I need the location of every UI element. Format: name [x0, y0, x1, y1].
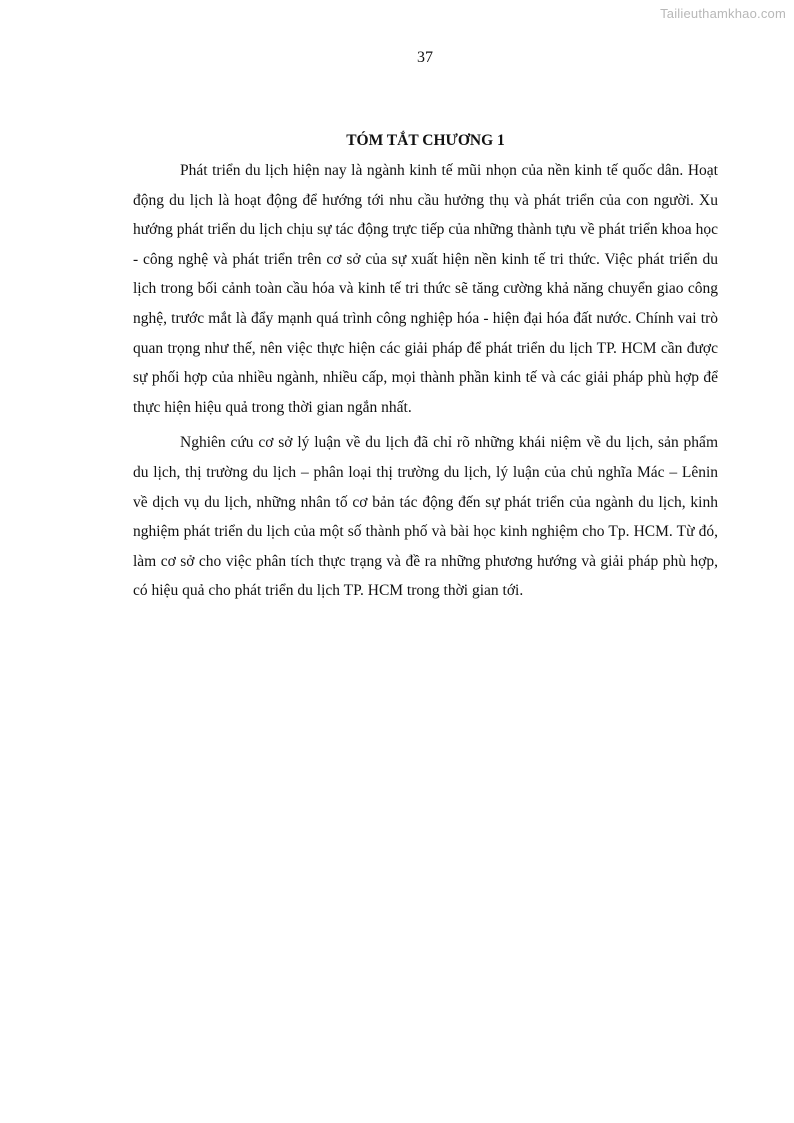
paragraph: Nghiên cứu cơ sở lý luận về du lịch đã chỉ rõ những khái niệm về du lịch, sản phẩm du lịch, thị trường du lịch – phân loại thị trường du lịch, lý luận của chủ nghĩa Mác – Lênin về dịch vụ du lịch, những nhân tố cơ bản tác động đến sự phát triển của ngành du lịch, kinh nghiệm phát triển du lịch của một số thành phố và bài học kinh nghiệm cho Tp. HCM. Từ đó, làm cơ sở cho việc phân tích thực trạng và đề ra những phương hướng và giải pháp phù hợp, có hiệu quả cho phát triển du lịch TP. HCM trong thời gian tới. [133, 434, 718, 600]
chapter-title: TÓM TẮT CHƯƠNG 1 [346, 132, 505, 149]
watermark: Tailieuthamkhao.com [660, 6, 786, 21]
paragraph: Phát triển du lịch hiện nay là ngành kinh tế mũi nhọn của nền kinh tế quốc dân. Hoạt động du lịch là hoạt động để hướng tới nhu cầu hưởng thụ và phát triển của con người. Xu hướng phát triển du lịch chịu sự tác động trực tiếp của những thành tựu về phát triển khoa học - công nghệ và phát triển trên cơ sở của sự xuất hiện nền kinh tế tri thức. Việc phát triển du lịch trong bối cảnh toàn cầu hóa và kinh tế tri thức sẽ tăng cường khả năng chuyển giao công nghệ, trước mắt là đẩy mạnh quá trình công nghiệp hóa - hiện đại hóa đất nước. Chính vai trò quan trọng như thế, nên việc thực hiện các giải pháp để phát triển du lịch TP. HCM cần được sự phối hợp của nhiều ngành, nhiều cấp, mọi thành phần kinh tế và các giải pháp phù hợp để thực hiện hiệu quả trong thời gian ngắn nhất. [133, 162, 718, 416]
document-body [133, 130, 718, 612]
page-number: 37 [417, 49, 433, 66]
